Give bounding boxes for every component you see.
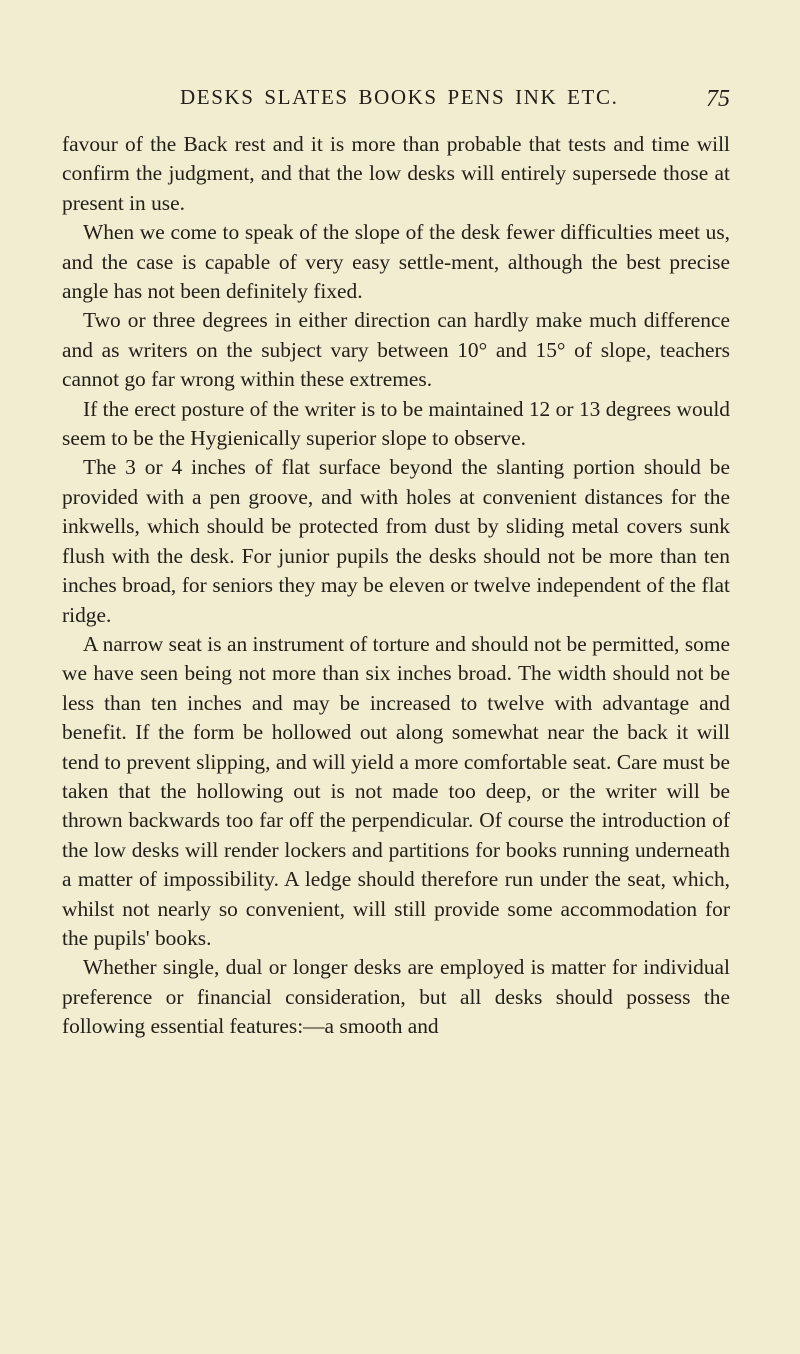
paragraph-continuation: favour of the Back rest and it is more than probable that tests and time will confirm the judgment, and that the low desks will entirely supersede those at present in use. — [62, 132, 730, 215]
running-head — [180, 82, 730, 112]
body-text — [62, 130, 730, 1042]
page-number: 75 — [706, 86, 730, 112]
paragraph-desk-types: Whether single, dual or longer desks are employed is matter for individual preference or financial consideration, but all desks should possess the following essential features:—a smooth and — [62, 955, 730, 1039]
paragraph-erect-posture: If the erect posture of the writer is to be maintained 12 or 13 degrees would seem to be the Hygienically superior slope to observe. — [62, 396, 730, 451]
paragraph-desk-slope: When we come to speak of the slope of the desk fewer difficulties meet us, and the case is capable of very easy settle-ment, although the best precise angle has not been definitely fixed. — [62, 220, 730, 304]
paragraph-flat-surface: The 3 or 4 inches of flat surface beyond the slanting portion should be provided with a pen groove, and with holes at convenient distances for the inkwells, which should be protected from dust by sliding metal covers sunk flush with the desk. For junior pupils the desks should not be more than ten inches broad, for seniors they may be eleven or twelve independent of the flat ridge. — [62, 455, 730, 627]
paragraph-degrees: Two or three degrees in either direction can hardly make much difference and as writers on the subject vary between 10° and 15° of slope, teachers cannot go far wrong within these extremes. — [62, 308, 730, 392]
running-head-title: DESKS SLATES BOOKS PENS INK ETC. — [180, 85, 619, 109]
paragraph-narrow-seat: A narrow seat is an instrument of torture and should not be permitted, some we have seen being not more than six inches broad. The width should not be less than ten inches and may be increased to twelve with advantage and benefit. If the form be hollowed out along somewhat near the back it will tend to prevent slipping, and will yield a more comfortable seat. Care must be taken that the hollowing out is not made too deep, or the writer will be thrown backwards too far off the perpendicular. Of course the introduction of the low desks will render lockers and partitions for books running underneath a matter of impossibility. A ledge should therefore run under the seat, which, whilst not nearly so convenient, will still provide some accommodation for the pupils' books. — [62, 631, 730, 950]
